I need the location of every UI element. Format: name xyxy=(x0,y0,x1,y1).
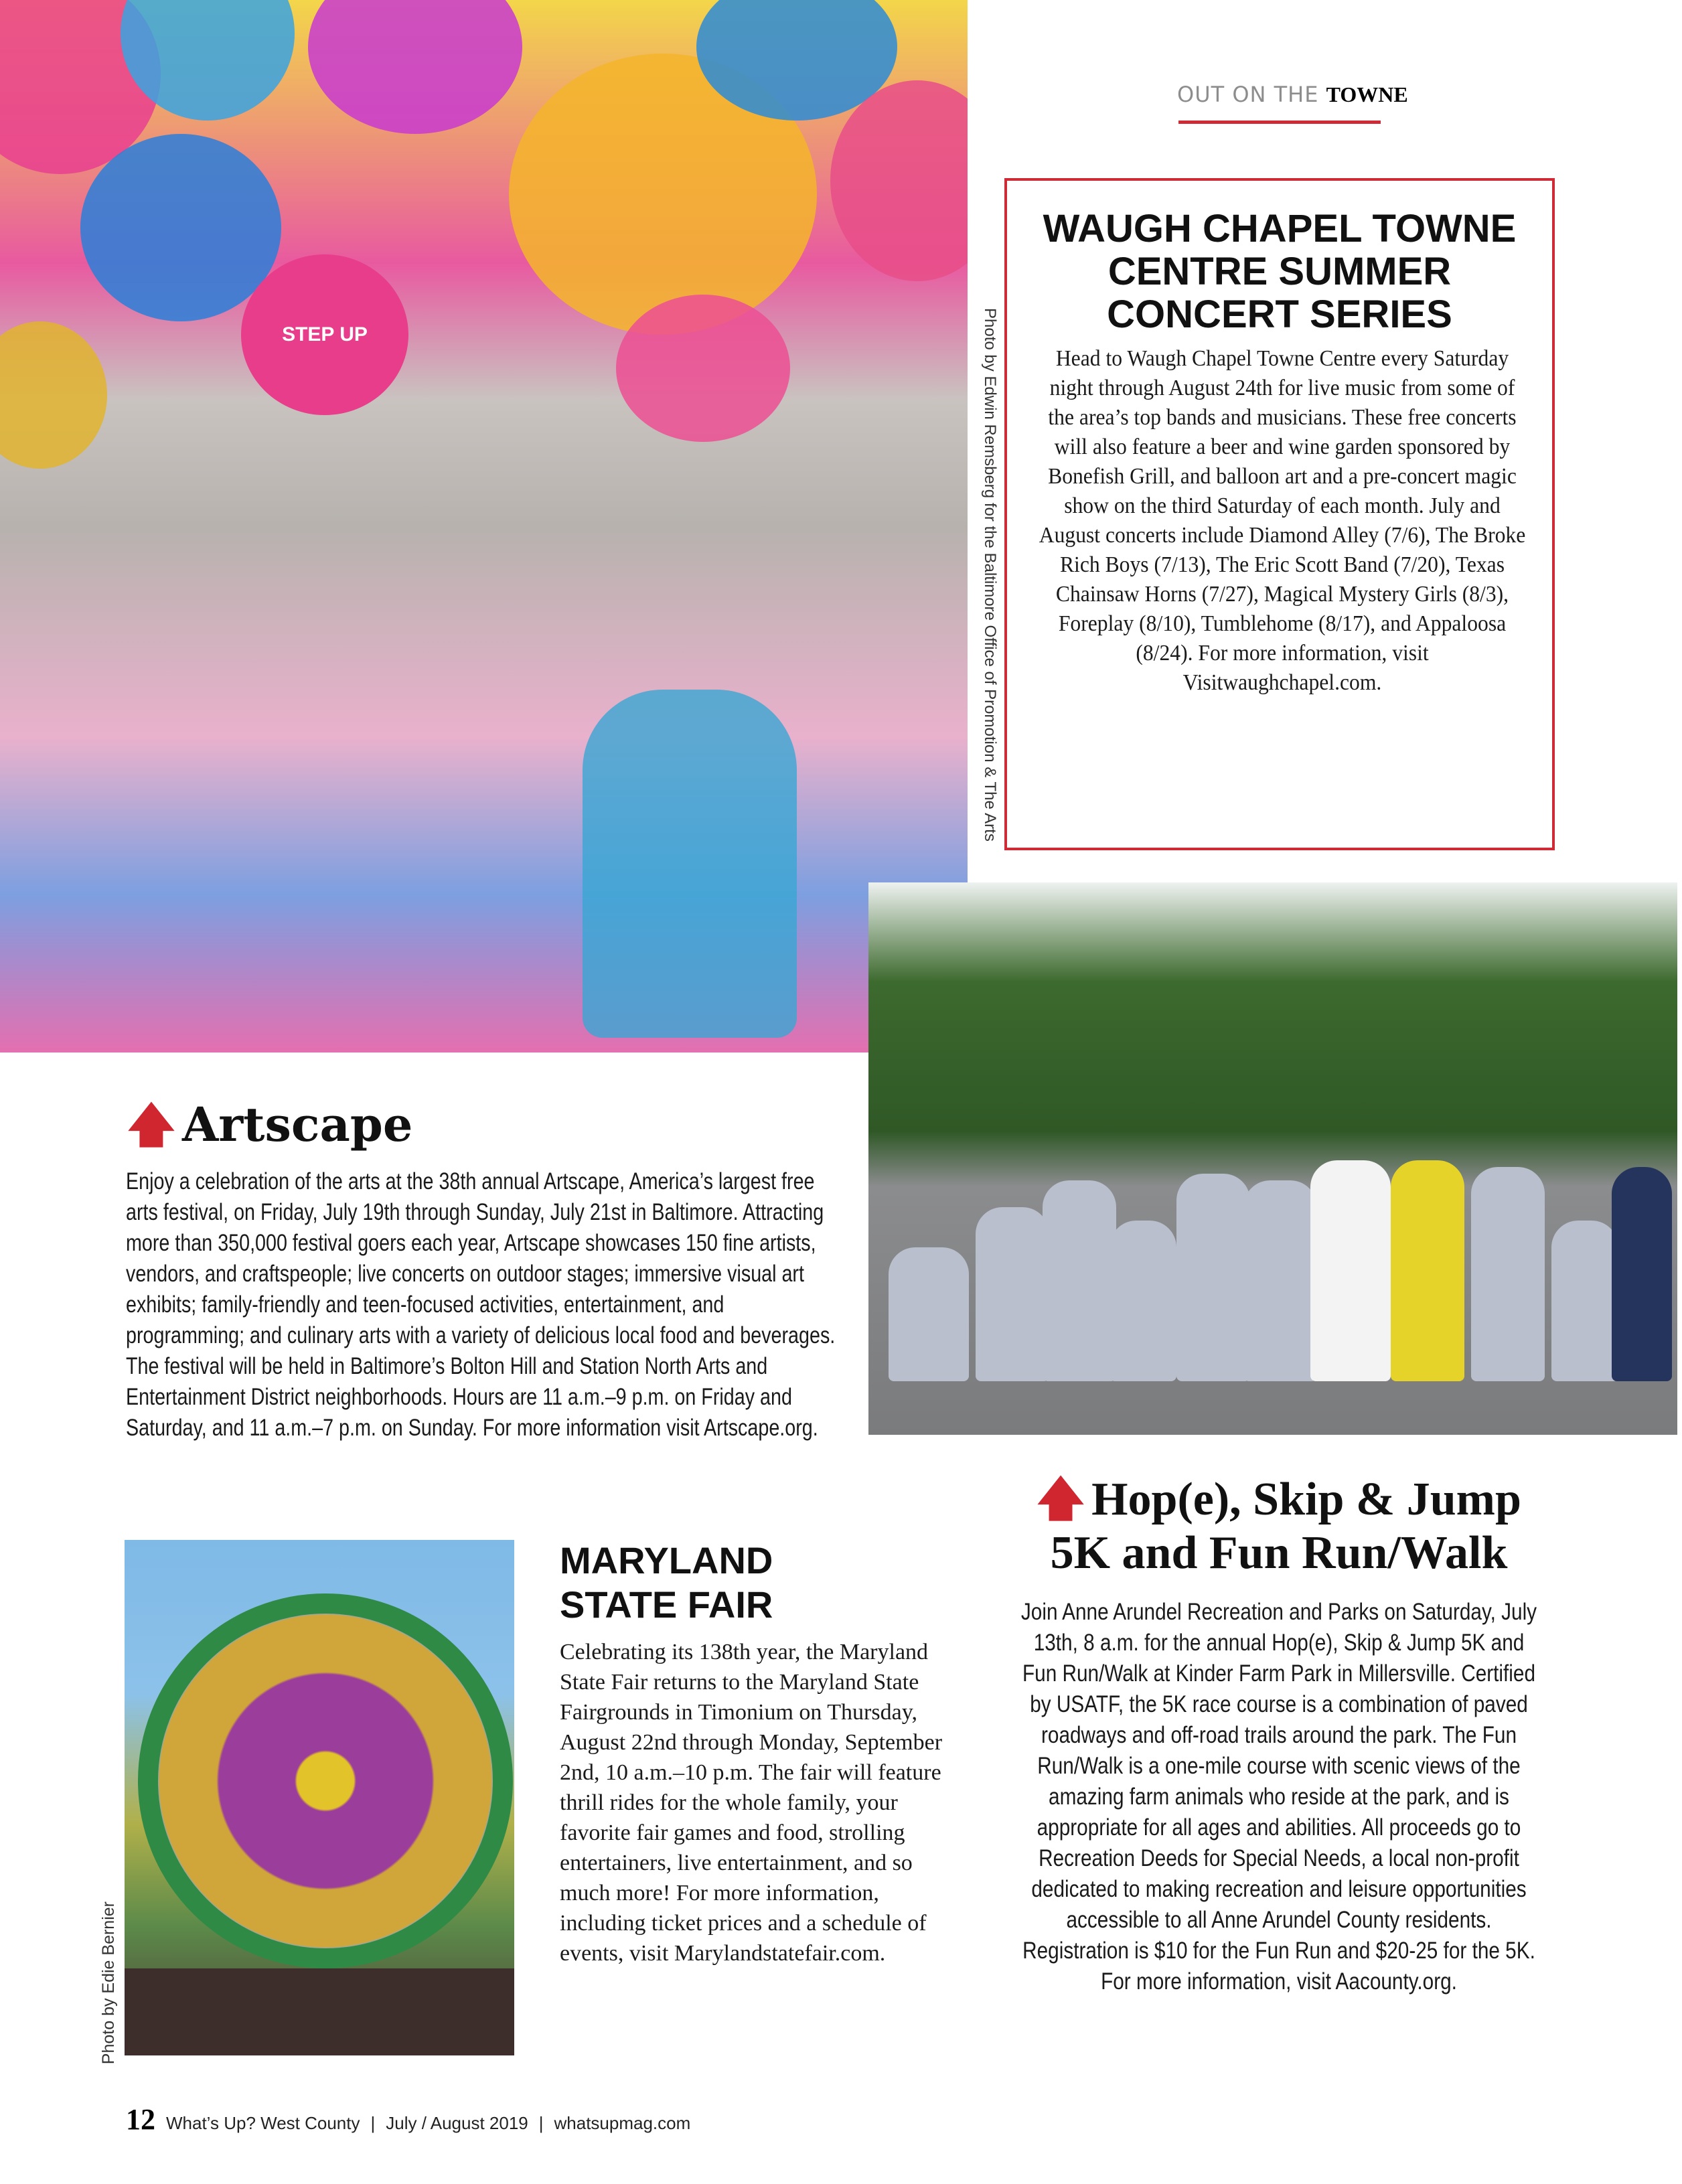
kicker-underline xyxy=(1178,121,1381,124)
photo-credit: Photo by Edie Bernier xyxy=(99,1901,118,2065)
runner xyxy=(1243,1180,1317,1381)
red-arrow-up-icon: 🡅 xyxy=(127,1097,175,1152)
runner xyxy=(976,1207,1049,1381)
artscape-balloon-photo xyxy=(0,0,968,1052)
balloon xyxy=(616,295,790,442)
child-jumping xyxy=(583,690,797,1038)
step-up-sign: STEP UP xyxy=(241,254,408,415)
artscape-body: Enjoy a celebration of the arts at the 38th annual Artscape, America’s largest free arts festival, on Friday, July 19th through Sunday, July 21st in Baltimore. Attracting more than 350,000 festival goers each year, Artscape showcases 150 fine artists, vendors, and craftspeople; live concerts on outdoor stages; immersive visual art exhibits; family-friendly and teen-focused activities, entertainment, and programming; and culinary arts with a variety of delicious local food and beverages. The festival will be held in Baltimore’s Bolton Hill and Station North Arts and Entertainment District neighborhoods. Hours are 11 a.m.–9 p.m. on Friday and Saturday, and 11 a.m.–7 p.m. on Sunday. For more information visit Artscape.org. xyxy=(126,1168,836,1441)
runner xyxy=(1176,1174,1250,1381)
runner xyxy=(889,1247,969,1381)
runner xyxy=(1043,1180,1116,1381)
artscape-title: Artscape xyxy=(181,1097,413,1152)
red-arrow-up-icon: 🡅 xyxy=(1037,1474,1085,1525)
runner xyxy=(1310,1160,1391,1381)
runner xyxy=(1612,1167,1672,1381)
runner xyxy=(1471,1167,1545,1381)
fun-run-group-photo xyxy=(868,882,1677,1435)
state-fair-body: Celebrating its 138th year, the Maryland State Fair returns to the Maryland State Fairgrounds in Timonium on Thursday, August 22nd through Monday, September 2nd, 10 a.m.–10 p.m. The fair will feature thrill rides for the whole family, your favorite fair games and food, strolling entertainers, live entertainment, and so much more! For more information, including ticket prices and a schedule of events, visit Marylandstatefair.com. xyxy=(560,1640,943,1966)
ferris-wheel xyxy=(138,1593,513,1968)
issue-date: July / August 2019 xyxy=(386,2113,528,2133)
fun-run-heading xyxy=(1004,1473,1553,1580)
balloon xyxy=(0,321,107,469)
fair-title-line2: STATE FAIR xyxy=(560,1583,773,1626)
section-kicker xyxy=(1177,82,1408,107)
runner xyxy=(1110,1221,1176,1381)
footer-separator: | xyxy=(538,2113,544,2133)
artscape-heading xyxy=(127,1095,412,1155)
hop-title-line1: Hop(e), Skip & Jump xyxy=(1091,1474,1521,1525)
fair-title-line1: MARYLAND xyxy=(560,1539,773,1581)
footer-separator: | xyxy=(370,2113,376,2133)
fun-run-body: Join Anne Arundel Recreation and Parks on Saturday, July 13th, 8 a.m. for the annual Hop(e), Skip & Jump 5K and Fun Run/Walk at Kinder Farm Park in Millersville. Certified by USATF, the 5K race course is a combination of paved roadways and off-road trails around the park. The Fun Run/Walk is a one-mile course with scenic views of the amazing farm animals who reside at the park, and is appropriate for all ages and abilities. All proceeds go to Recreation Deeds for Special Needs, a local non-profit dedicated to making recreation and leisure opportunities accessible to all Anne Arundel County residents. Registration is $10 for the Fun Run and $20-25 for the 5K. For more information, visit Aacounty.org. xyxy=(1020,1599,1537,1995)
runner xyxy=(1551,1221,1618,1381)
waugh-title: WAUGH CHAPEL TOWNE CENTRE SUMMER CONCERT SERIES xyxy=(1043,207,1517,336)
state-fair-heading xyxy=(560,1539,773,1627)
kicker-light: OUT ON THE xyxy=(1177,82,1319,107)
page-number: 12 xyxy=(126,2103,155,2136)
photo-credit: Photo by Edwin Remsberg for the Baltimore Office of Promotion & The Arts xyxy=(981,308,999,842)
runner xyxy=(1391,1160,1464,1381)
page-footer xyxy=(126,2102,690,2136)
balloon xyxy=(308,0,522,134)
balloon xyxy=(830,80,968,281)
state-fair-ferris-wheel-photo xyxy=(125,1540,514,2055)
balloon xyxy=(80,134,281,321)
website-link[interactable]: whatsupmag.com xyxy=(554,2113,691,2133)
waugh-body: Head to Waugh Chapel Towne Centre every Saturday night through August 24th for live music from some of the area’s top bands and musicians. These free concerts will also feature a beer and wine garden sponsored by Bonefish Grill, and balloon art and a pre-concert magic show on the third Saturday of each month. July and August concerts include Diamond Alley (7/6), The Broke Rich Boys (7/13), The Eric Scott Band (7/20), Texas Chainsaw Horns (7/27), Magical Mystery Girls (8/3), Foreplay (8/10), Tumblehome (8/17), and Appaloosa (8/24). For more information, visit Visitwaughchapel.com. xyxy=(1039,346,1526,695)
kicker-bold: TOWNE xyxy=(1326,82,1408,106)
crowd xyxy=(125,1968,514,2055)
hop-title-line2: 5K and Fun Run/Walk xyxy=(1050,1527,1508,1579)
waugh-chapel-sidebar xyxy=(1004,178,1555,850)
publication-name: What’s Up? West County xyxy=(166,2113,360,2133)
